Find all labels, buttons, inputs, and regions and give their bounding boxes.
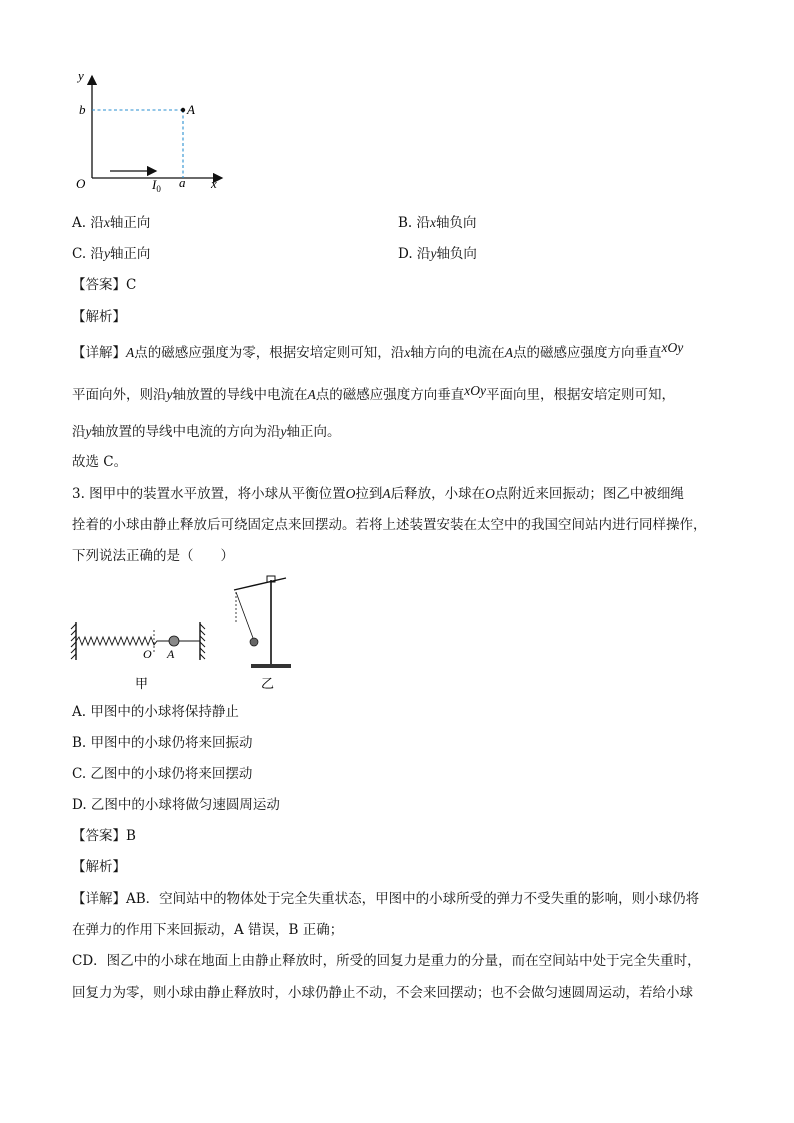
- q3-detail-line-2: 在弹力的作用下来回振动，A 错误，B 正确；: [72, 922, 344, 938]
- q2-answer: 【答案】C: [72, 277, 137, 293]
- q3-detail-line-3: CD．图乙中的小球在地面上由静止释放时，所受的回复力是重力的分量，而在空间站中处于完全失重时，: [72, 953, 701, 969]
- q2-detail-line-2: 平面向外，则沿y轴放置的导线中电流在A点的磁感应强度方向垂直xOy平面向里，根据安培定则可知，: [72, 383, 675, 403]
- q3-option-b: B. 甲图中的小球仍将来回振动: [72, 735, 253, 751]
- current-label: $I_0$: [152, 177, 161, 194]
- q3-stem-line-2: 拴着的小球由静止释放后可绕固定点来回摆动。若将上述装置安装在太空中的我国空间站内进行同样操作，: [72, 517, 707, 533]
- left-wall-hatch: [71, 624, 76, 659]
- spring: [76, 637, 170, 645]
- q3-option-d: D. 乙图中的小球将做匀速圆周运动: [72, 797, 280, 813]
- label-jia: 甲: [135, 676, 149, 691]
- q3-detail-line-1: 【详解】AB．空间站中的物体处于完全失重状态，甲图中的小球所受的弹力不受失重的影响，则小球仍将: [72, 891, 700, 907]
- stand-base: [251, 664, 291, 668]
- point-a-dot: [181, 108, 185, 112]
- q2-detail-line-3: 沿y轴放置的导线中电流的方向为沿y轴正向。: [72, 424, 341, 440]
- q3-detail-line-4: 回复力为零，则小球由静止释放时，小球仍静止不动，不会来回摆动；也不会做匀速圆周运动，若给小球: [72, 985, 693, 1001]
- q3-analysis-label: 【解析】: [72, 859, 126, 875]
- a-label: a: [179, 175, 186, 190]
- b-label: b: [79, 102, 86, 117]
- label-yi: 乙: [261, 676, 275, 691]
- pendulum-ball: [250, 638, 258, 646]
- q3-option-a: A. 甲图中的小球将保持静止: [72, 704, 239, 720]
- x-axis-label: x: [211, 176, 217, 191]
- coordinate-figure: [70, 66, 240, 196]
- origin-label: O: [76, 176, 86, 191]
- q2-detail-line-4: 故选 C。: [72, 454, 128, 470]
- q2-option-a: A. 沿x轴正向: [72, 215, 151, 231]
- figure-jia-spring: [66, 618, 216, 692]
- right-wall-hatch: [200, 624, 205, 659]
- stand-arm: [234, 578, 286, 590]
- string: [236, 592, 253, 638]
- q2-option-d: D. 沿y轴负向: [398, 246, 477, 262]
- q3-stem-line-1: 3. 图甲中的装置水平放置，将小球从平衡位置O拉到A后释放，小球在O点附近来回振动；图乙中被细绳: [72, 486, 684, 502]
- y-axis-label: y: [78, 68, 84, 83]
- q3-answer: 【答案】B: [72, 828, 136, 844]
- q2-detail-line-1: 【详解】A点的磁感应强度为零，根据安培定则可知，沿x轴方向的电流在A点的磁感应强度方向垂直xOy: [72, 340, 684, 361]
- figure-yi-pendulum: [226, 572, 306, 694]
- q2-analysis-label: 【解析】: [72, 309, 126, 325]
- ball: [169, 636, 179, 646]
- label-a: A: [167, 647, 175, 661]
- q3-option-c: C. 乙图中的小球仍将来回摆动: [72, 766, 253, 782]
- point-a-label: A: [187, 102, 195, 117]
- q2-option-b: B. 沿x轴负向: [398, 215, 477, 231]
- label-o: O: [143, 647, 152, 661]
- q2-option-c: C. 沿y轴正向: [72, 246, 151, 262]
- q3-stem-line-3: 下列说法正确的是（ ）: [72, 548, 234, 564]
